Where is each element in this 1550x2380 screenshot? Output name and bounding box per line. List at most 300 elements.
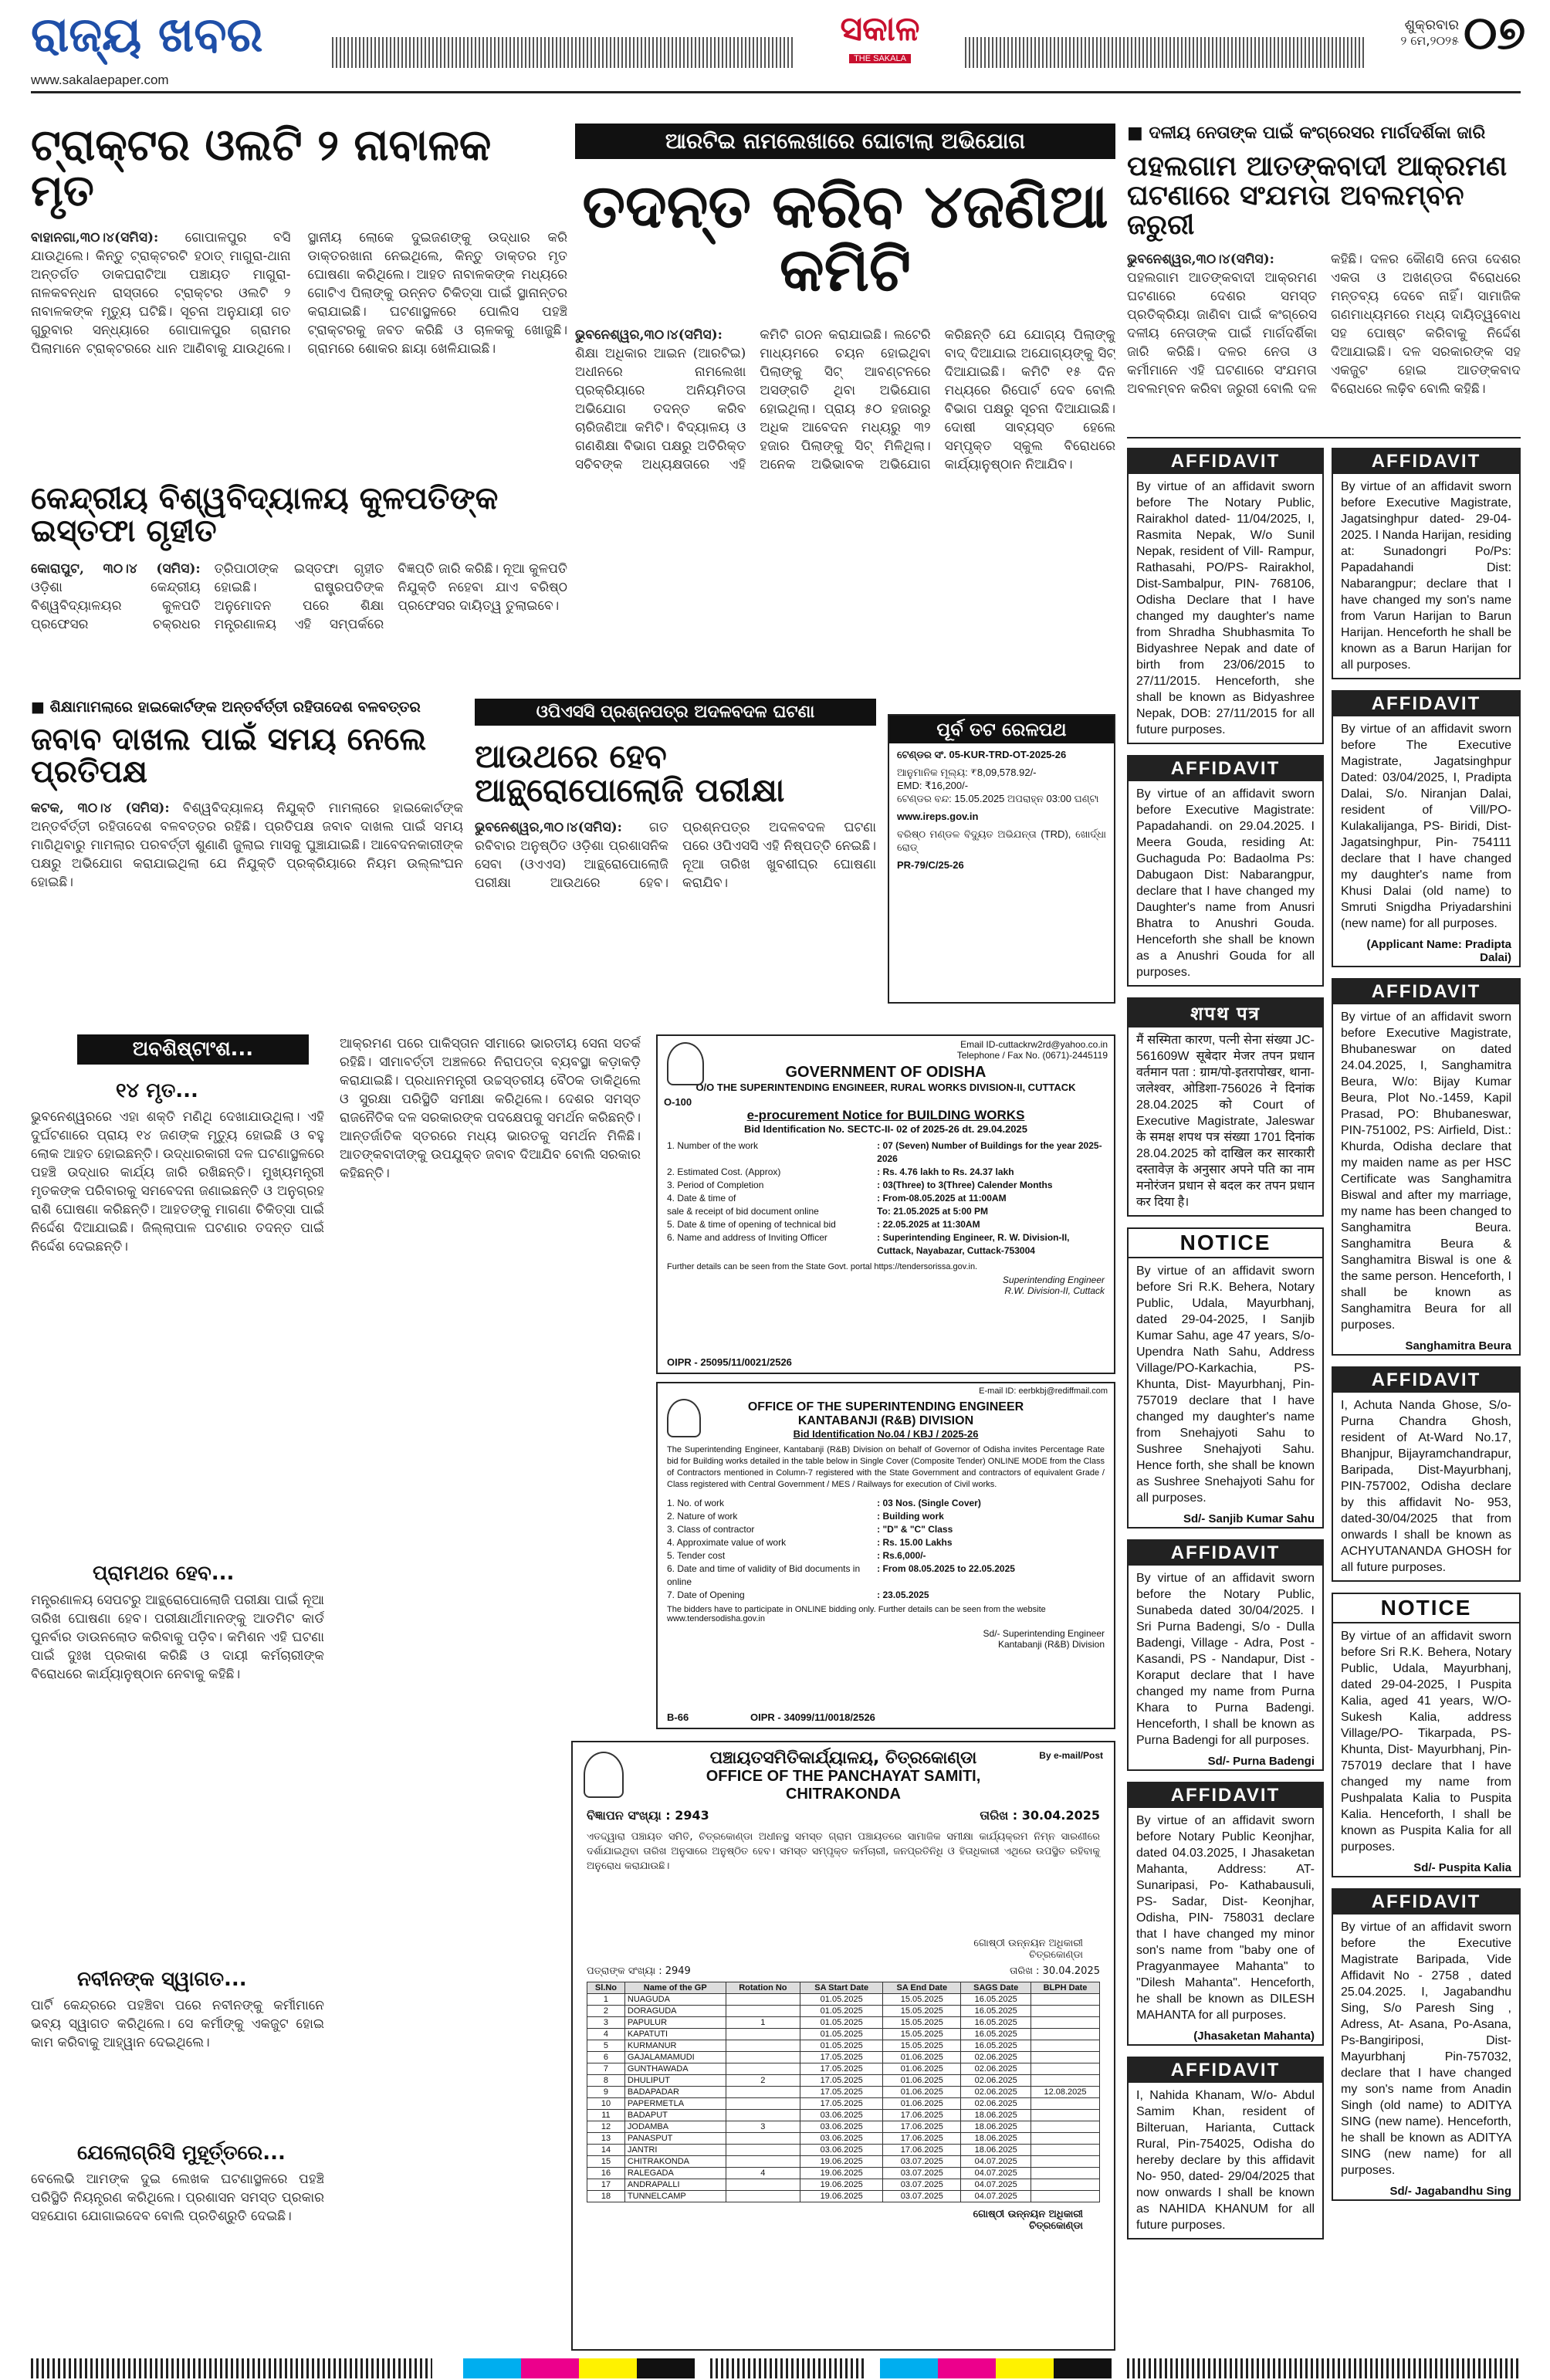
page-number: ୦୭: [1464, 6, 1526, 60]
memo-date: ତାରିଖ : 30.04.2025: [1010, 1965, 1100, 1977]
classified-title: AFFIDAVIT: [1333, 692, 1519, 716]
table-cell: 17.05.2025: [800, 2098, 883, 2110]
table-cell: JANTRI: [624, 2145, 726, 2156]
tender-rows: [658, 1135, 1114, 1262]
tender-row-value: : From 08.05.2025 to 22.05.2025: [877, 1563, 1015, 1574]
table-cell: 6: [587, 2052, 625, 2063]
table-cell: 12: [587, 2121, 625, 2133]
tender-row-value: : Building work: [877, 1511, 944, 1522]
table-cell: 17.06.2025: [883, 2121, 961, 2133]
table-row: [587, 2075, 1100, 2087]
table-cell: 02.06.2025: [961, 2052, 1031, 2063]
classified-ad: [1332, 1888, 1521, 2201]
table-cell: [1031, 2156, 1100, 2168]
table-cell: 4: [587, 2029, 625, 2040]
story-rti: [575, 124, 1115, 675]
notice-body: ଏତଦ୍ଦ୍ୱାରା ପଞ୍ଚାୟତ ସମିତି, ଚିତ୍ରକୋଣ୍ଡା ଅଧୀନସ୍ଥ ସମସ୍ତ ଗ୍ରାମ ପଞ୍ଚାୟତରେ ସାମାଜିକ ସମୀକ୍ଷା କାର୍ଯ୍ୟକ୍ରମ ନିମ୍ନ ସାରଣୀରେ ଦର୍ଶାଯାଇଥିବା ତାରିଖ ଅନୁସାରେ ଅନୁଷ୍ଠିତ ହେବ। ସମସ୍ତ ସମ୍ପୃକ୍ତ କର୍ମଚାରୀ, ଜନପ୍ରତିନିଧି ଓ ହିତାଧିକାରୀ ଏଥିରେ ଉପସ୍ଥିତ ରହିବାକୁ ଅନୁରୋଧ କରାଯାଉଛି।: [587, 1831, 1100, 1872]
tender-footer: Further details can be seen from the State Govt. portal https://tendersorissa.gov.in.: [667, 1262, 978, 1271]
table-row: [587, 2063, 1100, 2075]
classified-body: मैं सस्मिता कारण, पत्नी सेना संख्या JC-561609W सूबेदार मेजर तपन प्रधान वर्तमान पता : ग्राम/पो-इतरापोखर, थाना-जलेश्वर, ओडिशा-756026 ने दिनांक 28.04.2025 को Court of Executive Magistrate, Jaleswar के समक्ष शपथ पत्र संख्या 1701 दिनांक 28.04.2025 को दाखिल कर सारकारी दस्तावेज़ के अनुसार अपने पति का नाम मनोरंजन प्रधान से बदल कर तपन प्रधान कर दिया है।: [1136, 1034, 1315, 1209]
tender-code: O-100: [664, 1096, 692, 1108]
classified-body: By virtue of an affidavit sworn before The Executive Magistrate, Jagatsinghpur Dated: 03/04/2025, I, Pradipta Dalai, S/o. Niranjan Dalai, resident of Vill/PO-Kulakalijanga, PS- Biridi, Dist-Jagatsinghpur, Pin- 754111 declare that I have changed my daughter's name from Khusi Dalai (old name) to Smruti Snigdha Priyadarshini (new name) for all purposes.: [1341, 723, 1511, 930]
office-odia: ପଞ୍ଚାୟତସମିତିକାର୍ଯ୍ୟାଳୟ, ଚିତ୍ରକୋଣ୍ଡା: [709, 1749, 977, 1768]
classifieds-column-2: [1332, 448, 1521, 2351]
tender-intro: The Superintending Engineer, Kantabanji (R&B) Division on behalf of Governor of Odisha invites Percentage Rate bid for Building works detailed in the table below in Single Cover (Composite Tender) ONLINE MODE from the Class of Contractors mentioned in Column-7 registered with the State Government and contractors of equivalent Grade / Class registered with Central Government / MES / Railways for execution of Civil works.: [667, 1445, 1105, 1489]
header-hatch-right: [965, 37, 1366, 68]
table-cell: 18.06.2025: [961, 2145, 1031, 2156]
table-cell: 16.05.2025: [961, 2029, 1031, 2040]
tender-row-value: To: 21.05.2025 at 5:00 PM: [877, 1206, 989, 1217]
notice-sign-bottom: [573, 2204, 1114, 2236]
kicker-text: ଦଳୀୟ ନେତାଙ୍କ ପାଇଁ କଂଗ୍ରେସର ମାର୍ଗଦର୍ଶିକା ଜାରି: [1149, 124, 1486, 143]
tender-row: [667, 1536, 1105, 1549]
tender-website[interactable]: www.ireps.gov.in: [897, 811, 979, 822]
table-cell: [1031, 2006, 1100, 2017]
table-cell: 10: [587, 2098, 625, 2110]
classified-body: By virtue of an affidavit sworn before Sri R.K. Behera, Notary Public, Udala, Mayurbhanj, dated 29-04-2025, I Puspita Kalia, aged 41 years, W/O-Sukesh Kalia, address Village/PO- Tikarpada, PS-Khunta, Dist- Mayurbhanj, Pin-757019 declare that I have changed my name from Pushpalata Kalia to Puspita Kalia. Henceforth, I shall be known as Puspita Kalia for all purposes.: [1341, 1630, 1511, 1854]
table-cell: 01.06.2025: [883, 2087, 961, 2098]
classified-body: I, Achuta Nanda Ghose, S/o- Purna Chandra Ghosh, resident of At-Ward No.17, Bhanjpur, Bijayramchandrapur, Baripada, Dist-Mayurbhanj, PIN-757002, Odisha declare by this affidavit No- 953, dated-30/04/2025 that from onwards I shall be known as ACHYUTANANDA GHOSH for all future purposes.: [1341, 1399, 1511, 1574]
table-cell: 14: [587, 2145, 625, 2156]
headline: ଟ୍ରାକ୍ଟର ଓଲଟି ୨ ନାବାଳକ ମୃତ: [31, 120, 492, 216]
tender-row: [667, 1179, 1105, 1192]
continuation-body-1: ଭୁବନେଶ୍ୱରରେ ଏହା ଶକ୍ତି ମଣିଥି ଦେଖାଯାଉଥିଲା। ଏହି ଦୁର୍ଘଟଣାରେ ପ୍ରାୟ ୧୪ ଜଣଙ୍କ ମୃତ୍ୟୁ ହୋଇଛି ଓ ବହୁ ଲୋକ ଆହତ ହୋଇଛନ୍ତି। ଉଦ୍ଧାରକାରୀ ଦଳ ଘଟଣାସ୍ଥଳରେ ପହଞ୍ଚି ଉଦ୍ଧାର କାର୍ଯ୍ୟ ଜାରି ରଖିଛନ୍ତି। ମୁଖ୍ୟମନ୍ତ୍ରୀ ମୃତକଙ୍କ ପରିବାରକୁ ସମବେଦନା ଜଣାଇଛନ୍ତି ଓ ଅନୁଗ୍ରହ ରାଶି ଘୋଷଣା କରିଛନ୍ତି। ଆହତଙ୍କୁ ମାଗଣା ଚିକିତ୍ସା ପାଇଁ ନିର୍ଦ୍ଦେଶ ଦିଆଯାଇଛି। ଜିଲ୍ଲାପାଳ ଘଟଣାର ତଦନ୍ତ ପାଇଁ ନିର୍ଦ୍ଦେଶ ଦେଇଛନ୍ତି।: [31, 1109, 324, 1255]
table-cell: [1031, 2168, 1100, 2179]
continuation-body-2: ମନ୍ତ୍ରଣାଳୟ ସେପଟରୁ ଆନ୍ଥ୍ରୋପୋଲୋଜି ପରୀକ୍ଷା ପାଇଁ ନୂଆ ତାରିଖ ଘୋଷଣା ହେବ। ପରୀକ୍ଷାର୍ଥୀମାନଙ୍କୁ ଆଡମିଟ କାର୍ଡ ପୁନର୍ବାର ଡାଉନଲୋଡ କରିବାକୁ ପଡ଼ିବ। କମିଶନ ଏହି ଘଟଣା ପାଇଁ ଦୁଃଖ ପ୍ରକାଶ କରିଛି ଓ ଦାୟୀ କର୍ମଚାରୀଙ୍କ ବିରୋଧରେ କାର୍ଯ୍ୟାନୁଷ୍ଠାନ ନେବାକୁ କହିଛି।: [31, 1592, 324, 1682]
memo-meta: [573, 1962, 1114, 1980]
classified-title: AFFIDAVIT: [1129, 757, 1322, 781]
subhead-1: ୧୪ ମୃତ...: [116, 1079, 198, 1102]
sign-line-2: ଚିତ୍ରକୋଣ୍ଡା: [1029, 1949, 1083, 1961]
website-url[interactable]: www.sakalaepaper.com: [31, 73, 169, 87]
table-header-cell: Name of the GP: [624, 1982, 726, 1994]
table-cell: [726, 2087, 800, 2098]
memo-number: ପତ୍ରାଙ୍କ ସଂଖ୍ୟା : 2949: [587, 1965, 691, 1977]
sign-line-1: ଗୋଷ୍ଠୀ ଉନ୍ନୟନ ଅଧିକାରୀ: [973, 2209, 1083, 2220]
tender-sign: [658, 1271, 1114, 1299]
table-cell: [726, 2145, 800, 2156]
story-body: [475, 818, 876, 1027]
table-cell: 17.05.2025: [800, 2075, 883, 2087]
table-cell: 01.06.2025: [883, 2075, 961, 2087]
classified-title: शपथ पत्र: [1129, 999, 1322, 1027]
tender-row-label: 5. Tender cost: [667, 1550, 726, 1561]
body-text: ଗତ ରବିବାର ଅନୁଷ୍ଠିତ ଓଡ଼ିଶା ପ୍ରଶାସନିକ ସେବା (ଓଏଏସ) ଆନ୍ଥ୍ରୋପୋଲୋଜି ପରୀକ୍ଷା ଆଉଥରେ ହେବ। ପ୍ରଶ୍ନପତ୍ର ଅଦଳବଦଳ ଘଟଣା ପରେ ଓପିଏସସି ଏହି ନିଷ୍ପତ୍ତି ନେଇଛି। ନୂଆ ତାରିଖ ଖୁବଶୀଘ୍ର ଘୋଷଣା କରାଯିବ।: [475, 820, 876, 892]
table-row: [587, 2145, 1100, 2156]
tender-row: [667, 1549, 1105, 1562]
table-cell: KURMANUR: [624, 2040, 726, 2052]
tender-rows: [658, 1495, 1114, 1603]
classified-body: I, Nahida Khanam, W/o- Abdul Samim Khan, resident of Bilteruan, Harianta, Cuttack Rural, Pin-754025, Odisha do hereby declare by this affidavit No- 950, dated- 29/04/2025 that now onwards I shall be known as NAHIDA KHANUM for all future purposes.: [1136, 2089, 1315, 2232]
table-cell: [1031, 2052, 1100, 2063]
table-cell: 2: [726, 2075, 800, 2087]
date-block: [1374, 17, 1459, 49]
table-cell: 03.06.2025: [800, 2121, 883, 2133]
date-label: ୨ ମେ,୨୦୨୫: [1400, 33, 1459, 48]
table-cell: 16.05.2025: [961, 1994, 1031, 2006]
table-row: [587, 2121, 1100, 2133]
square-bullet-icon: ■: [1127, 124, 1149, 143]
table-cell: 18.06.2025: [961, 2110, 1031, 2121]
dateline: କଟକ, ୩୦।୪ (ସମିସ):: [31, 801, 170, 816]
table-cell: 01.06.2025: [883, 2052, 961, 2063]
table-cell: 01.05.2025: [800, 2006, 883, 2017]
table-cell: 16: [587, 2168, 625, 2179]
story-body: [31, 560, 567, 683]
table-cell: 12.08.2025: [1031, 2087, 1100, 2098]
classified-title: AFFIDAVIT: [1129, 1541, 1322, 1566]
table-cell: 04.07.2025: [961, 2191, 1031, 2202]
table-cell: PANASPUT: [624, 2133, 726, 2145]
sign-line-1: ଗୋଷ୍ଠୀ ଉନ୍ନୟନ ଅଧିକାରୀ: [973, 1938, 1083, 1949]
tender-row-value: : 23.05.2025: [877, 1589, 929, 1600]
day-label: ଶୁକ୍ରବାର: [1404, 17, 1459, 33]
classified-title: AFFIDAVIT: [1129, 2058, 1322, 2083]
registration-marks-left: [31, 2358, 432, 2378]
story-body: [31, 229, 567, 514]
schedule-table: [587, 1982, 1100, 2202]
tender-bid-id: Bid Identification No. SECTC-II- 02 of 2025-26 dt. 29.04.2025: [744, 1123, 1027, 1135]
classified-body: By virtue of an affidavit sworn before the Notary Public, Sunabeda dated 30/04/2025. I Sri Purna Badengi, S/o - Dulla Badengi, Village - Adra, Post - Kasandi, PS - Nandapur, Dist - Koraput declare that I have changed my name from Purna Khara to Purna Badengi. Henceforth, I shall be known as Purna Badengi for all purposes.: [1136, 1572, 1315, 1747]
classified-title: AFFIDAVIT: [1333, 1890, 1519, 1914]
continuation-col-1: [31, 1081, 324, 2355]
table-cell: 13: [587, 2133, 625, 2145]
body-text: ବିଶ୍ୱବିଦ୍ୟାଳୟ ନିଯୁକ୍ତି ମାମଲାରେ ହାଇକୋର୍ଟଙ୍କ ଅନ୍ତର୍ବର୍ତ୍ତୀ ରହିତାଦେଶ ବଳବତ୍ତର ରହିଛି। ପ୍ରତିପକ୍ଷ ଜବାବ ଦାଖଲ ପାଇଁ ସମୟ ମାଗିଥିବାରୁ ମାମଲାର ପରବର୍ତ୍ତୀ ଶୁଣାଣି ଜୁଲାଇ ମାସକୁ ଘୁଞ୍ଚାଯାଇଛି। ଆବେଦନକାରୀଙ୍କ ପକ୍ଷରୁ ଅଭିଯୋଗ କରାଯାଇଥିଲା ଯେ ନିଯୁକ୍ତି ପ୍ରକ୍ରିୟାରେ ନିୟମ ଉଲ୍ଲଂଘନ ହୋଇଛି।: [31, 801, 463, 890]
tender-row-label: 6. Date and time of validity of Bid documents in online: [667, 1563, 861, 1587]
tender-division: KANTABANJI (R&B) DIVISION: [797, 1414, 974, 1427]
tender-code: B-66: [667, 1711, 689, 1723]
table-cell: PAPERMETLA: [624, 2098, 726, 2110]
table-cell: 03.06.2025: [800, 2145, 883, 2156]
table-cell: 03.07.2025: [883, 2156, 961, 2168]
table-cell: [726, 2029, 800, 2040]
continuations-banner: ଅବଶିଷ୍ଟାଂଶ...: [77, 1034, 309, 1065]
table-cell: 18: [587, 2191, 625, 2202]
table-cell: 02.06.2025: [961, 2075, 1031, 2087]
sign-line-1: Superintending Engineer: [1002, 1275, 1105, 1285]
table-row: [587, 2179, 1100, 2191]
table-cell: [1031, 2063, 1100, 2075]
tender-line-1: ଆନୁମାନିକ ମୂଲ୍ୟ: ₹8,09,578.92/-: [897, 767, 1037, 778]
table-cell: 19.06.2025: [800, 2156, 883, 2168]
classified-ad: [1127, 997, 1324, 1217]
table-cell: 02.06.2025: [961, 2087, 1031, 2098]
table-cell: 03.07.2025: [883, 2179, 961, 2191]
tender-gov: GOVERNMENT OF ODISHA: [785, 1064, 987, 1081]
square-bullet-icon: ■: [31, 699, 50, 716]
tender-row-value: : Rs. 15.00 Lakhs: [877, 1537, 953, 1548]
masthead: [0, 0, 1550, 93]
continuation-col-2: ଆକ୍ରମଣ ପରେ ପାକିସ୍ତାନ ସୀମାରେ ଭାରତୀୟ ସେନା ସତର୍କ ରହିଛି। ସୀମାବର୍ତ୍ତୀ ଅଞ୍ଚଳରେ ନିରାପତ୍ତା ବ୍ୟବସ୍ଥା କଡ଼ାକଡ଼ି କରାଯାଇଛି। ପ୍ରଧାନମନ୍ତ୍ରୀ ଉଚ୍ଚସ୍ତରୀୟ ବୈଠକ ଡାକିଥିଲେ ଓ ସୁରକ୍ଷା ପରିସ୍ଥିତି ସମୀକ୍ଷା କରିଥିଲେ। ଦେଶର ସମସ୍ତ ରାଜନୈତିକ ଦଳ ସରକାରଙ୍କ ପଦକ୍ଷେପକୁ ସମର୍ଥନ କରିଛନ୍ତି। ଆନ୍ତର୍ଜାତିକ ସ୍ତରରେ ମଧ୍ୟ ଭାରତକୁ ସମର୍ଥନ ମିଳିଛି। ଆତଙ୍କବାଦୀଙ୍କୁ ଉପଯୁକ୍ତ ଜବାବ ଦିଆଯିବ ବୋଲି ସରକାର କହିଛନ୍ତି।: [340, 1036, 641, 1181]
tender-row: [667, 1589, 1105, 1602]
tender-row: [667, 1510, 1105, 1523]
continuations: [31, 1034, 648, 2362]
table-cell: ANDRAPALLI: [624, 2179, 726, 2191]
classified-ad: [1127, 1539, 1324, 1771]
classified-ad: [1127, 448, 1324, 744]
classifieds-column-1: [1127, 448, 1324, 2351]
table-cell: 03.07.2025: [883, 2168, 961, 2179]
story-body: [31, 799, 463, 1023]
notice-date: ତାରିଖ : 30.04.2025: [980, 1808, 1100, 1823]
subhead-3: ନବୀନଙ୍କ ସ୍ୱାଗତ...: [77, 1967, 247, 1991]
table-body: [587, 1994, 1100, 2202]
table-cell: 01.06.2025: [883, 2098, 961, 2110]
table-cell: 04.07.2025: [961, 2168, 1031, 2179]
table-row: [587, 2098, 1100, 2110]
table-cell: [726, 2191, 800, 2202]
table-header-row: [587, 1982, 1100, 1994]
table-cell: GAJALAMAMUDI: [624, 2052, 726, 2063]
table-cell: 02.06.2025: [961, 2063, 1031, 2075]
body-text: ଶିକ୍ଷା ଅଧିକାର ଆଇନ (ଆରଟିଇ) ଅଧୀନରେ ନାମଲେଖା ପ୍ରକ୍ରିୟାରେ ଅନିୟମିତତା ଅଭିଯୋଗ ତଦନ୍ତ କରିବ ଚାରିଜଣିଆ କମିଟି। ବିଦ୍ୟାଳୟ ଓ ଗଣଶିକ୍ଷା ବିଭାଗ ପକ୍ଷରୁ ଅତିରିକ୍ତ ସଚିବଙ୍କ ଅଧ୍ୟକ୍ଷତାରେ ଏହି କମିଟି ଗଠନ କରାଯାଇଛି। ଲଟେରି ମାଧ୍ୟମରେ ଚୟନ ହୋଇଥିବା ପିଲାଙ୍କୁ ସିଟ୍ ଆବଣ୍ଟନରେ ଅସଙ୍ଗତି ଥିବା ଅଭିଯୋଗ ହୋଇଥିଲା। ପ୍ରାୟ ୫୦ ହଜାରରୁ ଅଧିକ ଆବେଦନ ମଧ୍ୟରୁ ୩୨ ହଜାର ପିଲାଙ୍କୁ ସିଟ୍ ମିଳିଥିଲା। ଅନେକ ଅଭିଭାବକ ଅଭିଯୋଗ କରିଛନ୍ତି ଯେ ଯୋଗ୍ୟ ପିଲାଙ୍କୁ ବାଦ୍ ଦିଆଯାଇ ଅଯୋଗ୍ୟଙ୍କୁ ସିଟ୍ ଦିଆଯାଇଛି। କମିଟି ୧୫ ଦିନ ମଧ୍ୟରେ ରିପୋର୍ଟ ଦେବ ବୋଲି ବିଭାଗ ପକ୍ଷରୁ ସୂଚନା ଦିଆଯାଇଛି। ଦୋଷୀ ସାବ୍ୟସ୍ତ ହେଲେ ସମ୍ପୃକ୍ତ ସ୍କୁଲ ବିରୋଧରେ କାର୍ଯ୍ୟାନୁଷ୍ଠାନ ନିଆଯିବ।: [575, 327, 1115, 472]
table-cell: 04.07.2025: [961, 2156, 1031, 2168]
table-header-cell: Sl.No: [587, 1982, 625, 1994]
table-row: [587, 2017, 1100, 2029]
continuation-body-4: ବେଲେଭି ଆମଙ୍କ ଦୁଇ ଲେଖକ ଘଟଣାସ୍ଥଳରେ ପହଞ୍ଚି ପରିସ୍ଥିତି ନିୟନ୍ତ୍ରଣ କରିଥିଲେ। ପ୍ରଶାସନ ସମସ୍ତ ପ୍ରକାର ସହଯୋଗ ଯୋଗାଇଦେବ ବୋଲି ପ୍ରତିଶ୍ରୁତି ଦେଇଛି।: [31, 2172, 324, 2225]
notice-meta: [573, 1803, 1114, 1828]
print-registration-bar: [0, 2358, 1550, 2380]
table-cell: BADAPUT: [624, 2110, 726, 2121]
table-cell: [1031, 1994, 1100, 2006]
tender-row-label: 3. Period of Completion: [667, 1180, 764, 1190]
table-header-cell: Rotation No: [726, 1982, 800, 1994]
story-body: [575, 326, 1115, 727]
body-text: ଗୋପାଳପୁର ବସି ଯାଉଥିଲେ। କିନ୍ତୁ ଟ୍ରାକ୍ଟରଟି ହଠାତ୍ ମାଗୁରା-ଥାନା ଅନ୍ତର୍ଗତ ଡାକଘରାଟିଆ ପଞ୍ଚାୟତ ମାଗୁରା-ନାଳକବନ୍ଧନ ରାସ୍ତାରେ ଟ୍ରାକ୍ଟର ଓଲଟି ୨ ନାବାଳକଙ୍କ ମୃତ୍ୟୁ ଘଟିଛି। ସୂଚନା ଅନୁଯାୟୀ ଗତ ଗୁରୁବାର ସନ୍ଧ୍ୟାରେ ଗୋପାଳପୁର ଗ୍ରାମର ପିଲାମାନେ ଟ୍ରାକ୍ଟରରେ ଧାନ ଆଣିବାକୁ ଯାଉଥିଲେ। ସ୍ଥାନୀୟ ଲୋକେ ଦୁଇଜଣଙ୍କୁ ଉଦ୍ଧାର କରି ଡାକ୍ତରଖାନା ନେଇଥିଲେ, କିନ୍ତୁ ଡାକ୍ତର ମୃତ ଘୋଷଣା କରିଥିଲେ। ଆହତ ନାବାଳକଙ୍କ ମଧ୍ୟରେ ଗୋଟିଏ ପିଲାଙ୍କୁ ଉନ୍ନତ ଚିକିତ୍ସା ପାଇଁ ସ୍ଥାନାନ୍ତର କରାଯାଇଛି। ଘଟଣାସ୍ଥଳରେ ପୋଲିସ ପହଞ୍ଚି ଟ୍ରାକ୍ଟରକୁ ଜବତ କରିଛି ଓ ଚାଳକକୁ ଖୋଜୁଛି। ଗ୍ରାମରେ ଶୋକର ଛାୟା ଖେଳିଯାଇଛି।: [31, 229, 567, 357]
section-title: ରାଜ୍ୟ ଖବର: [31, 6, 263, 63]
table-cell: KAPATUTI: [624, 2029, 726, 2040]
table-cell: [726, 2098, 800, 2110]
headline: କେନ୍ଦ୍ରୀୟ ବିଶ୍ୱବିଦ୍ୟାଳୟ କୁଳପତିଙ୍କ ଇସ୍ତଫା ଗୃହୀତ: [31, 481, 499, 549]
table-cell: GUNTHAWADA: [624, 2063, 726, 2075]
subhead-4: ଯେଲୋଗ୍ରିସି ମୁହୂର୍ତ୍ତରେ...: [77, 2141, 286, 2165]
table-cell: 03.07.2025: [883, 2191, 961, 2202]
kicker-text: ଶିକ୍ଷାମାମଲାରେ ହାଇକୋର୍ଟଙ୍କ ଅନ୍ତର୍ବର୍ତ୍ତୀ ରହିତାଦେଶ ବଳବତ୍ତର: [49, 699, 421, 716]
classified-ad: [1332, 448, 1521, 679]
notice-sign-top: [573, 1936, 1114, 1962]
tender-row-label: 2. Nature of work: [667, 1511, 738, 1522]
tender-row-value: : 03 Nos. (Single Cover): [877, 1498, 981, 1508]
table-cell: 15.05.2025: [883, 2017, 961, 2029]
story-anthropology: [475, 699, 876, 1015]
registration-marks-right: [1127, 2358, 1521, 2378]
table-cell: [726, 2156, 800, 2168]
table-cell: [1031, 2145, 1100, 2156]
classified-signature: Sd/- Sanjib Kumar Sahu: [1183, 1512, 1315, 1525]
table-cell: 16.05.2025: [961, 2017, 1031, 2029]
table-cell: 01.05.2025: [800, 1994, 883, 2006]
body-text: ଓଡ଼ିଶା କେନ୍ଦ୍ରୀୟ ବିଶ୍ୱବିଦ୍ୟାଳୟର କୁଳପତି ପ୍ରଫେସର ଚକ୍ରଧର ତ୍ରିପାଠୀଙ୍କ ଇସ୍ତଫା ଗୃହୀତ ହୋଇଛି। ରାଷ୍ଟ୍ରପତିଙ୍କ ଅନୁମୋଦନ ପରେ ଶିକ୍ଷା ମନ୍ତ୍ରଣାଳୟ ଏହି ସମ୍ପର୍କରେ ବିଜ୍ଞପ୍ତି ଜାରି କରିଛି। ନୂଆ କୁଳପତି ନିଯୁକ୍ତି ନହେବା ଯାଏ ବରିଷ୍ଠ ପ୍ରଫେସର ଦାୟିତ୍ୱ ତୁଲାଇବେ।: [31, 561, 567, 632]
tender-row: [667, 1192, 1105, 1205]
table-cell: 19.06.2025: [800, 2168, 883, 2179]
headline: ତଦନ୍ତ କରିବ ୪ଜଣିଆ କମିଟି: [582, 172, 1108, 305]
notice-number: ବିଜ୍ଞାପନ ସଂଖ୍ୟା : 2943: [587, 1808, 709, 1823]
tender-footer: The bidders have to participate in ONLINE bidding only. Further details can be seen from the website www.tendersodisha.gov.in: [667, 1605, 1046, 1623]
table-cell: 01.05.2025: [800, 2029, 883, 2040]
classified-signature: Sd/- Puspita Kalia: [1413, 1861, 1511, 1874]
headline: ଆଉଥରେ ହେବ ଆନ୍ଥ୍ରୋପୋଲୋଜି ପରୀକ୍ଷା: [475, 737, 785, 810]
classified-title: AFFIDAVIT: [1333, 449, 1519, 474]
table-row: [587, 1994, 1100, 2006]
story-cuk: [31, 482, 567, 675]
tender-row-label: 1. Number of the work: [667, 1140, 759, 1151]
story-body: [1127, 250, 1521, 428]
story-opposition: [31, 699, 463, 1015]
kicker: ଆରଟିଇ ନାମଲେଖାରେ ଘୋଟାଲା ଅଭିଯୋଗ: [575, 124, 1115, 159]
tender-body: [889, 743, 1114, 876]
table-cell: 5: [587, 2040, 625, 2052]
classified-title: AFFIDAVIT: [1129, 449, 1322, 474]
dateline: ଭୁବନେଶ୍ୱର,୩୦।୪(ସମିସ):: [575, 327, 723, 343]
table-row: [587, 2087, 1100, 2098]
table-cell: [1031, 2098, 1100, 2110]
classified-signature: (Jhasaketan Mahanta): [1193, 2030, 1315, 2043]
table-cell: 17.05.2025: [800, 2052, 883, 2063]
table-cell: [726, 2063, 800, 2075]
classified-title: NOTICE: [1333, 1594, 1519, 1623]
headline: ପହଲଗାମ ଆତଙ୍କବାଦୀ ଆକ୍ରମଣ ଘଟଣାରେ ସଂଯମତା ଅବଲମ୍ବନ ଜରୁରୀ: [1127, 151, 1508, 241]
tender-row-label: 7. Date of Opening: [667, 1589, 745, 1600]
classified-ad: [1332, 690, 1521, 967]
table-row: [587, 2029, 1100, 2040]
tender-row-label: 6. Name and address of Inviting Officer: [667, 1232, 827, 1243]
tender-row-value: : Rs.6,000/-: [877, 1550, 926, 1561]
tender-row-value: : 22.05.2025 at 11:30AM: [877, 1219, 980, 1230]
table-cell: 2: [587, 2006, 625, 2017]
office-en: OFFICE OF THE PANCHAYAT SAMITI,: [706, 1768, 981, 1785]
table-cell: [1031, 2017, 1100, 2029]
classified-signature: (Applicant Name: Pradipta Dalai): [1366, 938, 1511, 964]
table-cell: 9: [587, 2087, 625, 2098]
table-cell: NUAGUDA: [624, 1994, 726, 2006]
table-cell: 15.05.2025: [883, 2040, 961, 2052]
registration-marks-mid: [710, 2358, 865, 2378]
tender-row: [667, 1139, 1105, 1166]
panchayat-notice: [571, 1741, 1115, 2351]
table-cell: 17.06.2025: [883, 2133, 961, 2145]
classified-title: AFFIDAVIT: [1333, 980, 1519, 1004]
sign-line-1: Sd/- Superintending Engineer: [983, 1628, 1105, 1639]
classified-ad: [1127, 2057, 1324, 2240]
table-cell: DORAGUDA: [624, 2006, 726, 2017]
subhead-2: ପ୍ରାମଥର ହେବ...: [93, 1562, 235, 1586]
tender-ref: PR-79/C/25-26: [897, 859, 964, 871]
tender-line-2: EMD: ₹16,200/-: [897, 780, 969, 791]
tender-email: Email ID-cuttackrw2rd@yahoo.co.in: [960, 1039, 1108, 1050]
tender-row: [667, 1218, 1105, 1231]
table-row: [587, 2156, 1100, 2168]
classified-signature: Sd/- Purna Badengi: [1207, 1755, 1315, 1768]
table-cell: 3: [587, 2017, 625, 2029]
table-cell: 3: [726, 2121, 800, 2133]
table-cell: 04.07.2025: [961, 2179, 1031, 2191]
classified-title: AFFIDAVIT: [1129, 1783, 1322, 1808]
tender-title: ପୂର୍ବ ତଟ ରେଳପଥ: [889, 716, 1114, 743]
table-header-cell: SAGS Date: [961, 1982, 1031, 1994]
table-cell: BADAPADAR: [624, 2087, 726, 2098]
table-cell: [1031, 2179, 1100, 2191]
classified-signature: Sanghamitra Beura: [1405, 1339, 1511, 1353]
table-row: [587, 2110, 1100, 2121]
table-cell: [726, 2040, 800, 2052]
tender-sign: [658, 1625, 1114, 1653]
table-row: [587, 2052, 1100, 2063]
table-header-cell: SA Start Date: [800, 1982, 883, 1994]
tender-rural-works: [656, 1034, 1115, 1374]
table-cell: 19.06.2025: [800, 2191, 883, 2202]
classified-body: By virtue of an affidavit sworn before The Notary Public, Rairakhol dated- 11/04/2025, I, Rasmita Nepak, W/o Sunil Nepak, resident of Vill- Rampur, Rathasahi, PO/PS- Rairakhol, Dist-Sambalpur, PIN- 768106, Odisha Declare that I have changed my daughter's name from Shradha Shubhasmita To Bidyashree Nepak and date of birth from 23/06/2015 to 27/11/2015. Henceforth, she shall be known as Bidyashree Nepak, DOB: 27/11/2015 for all future purposes.: [1136, 480, 1315, 736]
table-cell: 17.05.2025: [800, 2087, 883, 2098]
tender-row: [667, 1562, 1105, 1589]
tender-row: [667, 1523, 1105, 1536]
dateline: ବାହାନଗା,୩୦।୪(ସମିସ):: [31, 229, 159, 245]
classified-body: By virtue of an affidavit sworn before the Executive Magistrate Baripada, Vide Affidavit No - 2758 , dated 25.04.2025. I, Jagabandhu Sing, S/o Paresh Sing , Adress, At- Asana, Po-Asana, Ps-Bangiriposi, Dist-Mayurbhanj Pin-757032, declare that I have changed my son's name from Anadin Singh (old name) to ADITYA SING (new name). Henceforth, he shall be known as ADITYA SING (new name) for all purposes.: [1341, 1921, 1511, 2177]
classified-body: By virtue of an affidavit sworn before Notary Public Keonjhar, dated 04.03.2025, I Jhasaketan Mahanta, Address: AT-Sunaripasi, Po- Kathabausuli, PS- Sadar, Dist- Keonjhar, Odisha, PIN- 758031 declare that I have changed my minor son's name from "baby one of Pragyanmayee Mahanta" to "Dilesh Mahanta". Henceforth, he shall be known as DILESH MAHANTA for all purposes.: [1136, 1814, 1315, 2022]
table-row: [587, 2133, 1100, 2145]
table-cell: 8: [587, 2075, 625, 2087]
table-cell: 4: [726, 2168, 800, 2179]
office-place: CHITRAKONDA: [786, 1786, 901, 1803]
sign-line-2: R.W. Division-II, Cuttack: [1004, 1285, 1105, 1296]
classified-ad: [1332, 978, 1521, 1356]
table-cell: TUNNELCAMP: [624, 2191, 726, 2202]
tender-row-label: 1. No. of work: [667, 1498, 725, 1508]
tender-bid-id: Bid Identification No.04 / KBJ / 2025-26: [793, 1428, 979, 1440]
table-cell: 02.06.2025: [961, 2098, 1031, 2110]
table-header-cell: BLPH Date: [1031, 1982, 1100, 1994]
tender-email: E-mail ID: eerbkbj@rediffmail.com: [979, 1386, 1108, 1396]
story-pahalgam: [1127, 124, 1521, 436]
table-cell: [726, 1994, 800, 2006]
table-row: [587, 2040, 1100, 2052]
tender-row-value: : Superintending Engineer, R. W. Division-II, Cuttack, Nayabazar, Cuttack-753004: [877, 1232, 1070, 1256]
tender-row-value: : From-08.05.2025 at 11:00AM: [877, 1193, 1007, 1204]
table-cell: 01.06.2025: [883, 2063, 961, 2075]
tender-row-label: 3. Class of contractor: [667, 1524, 755, 1535]
table-cell: [726, 2133, 800, 2145]
kicker: ଓପିଏସସି ପ୍ରଶ୍ନପତ୍ର ଅଦଳବଦଳ ଘଟଣା: [475, 699, 876, 726]
classified-body: By virtue of an affidavit sworn before Executive Magistrate, Jagatsinghpur dated- 29-04-2025. I Nanda Harijan, residing at: Sunadongri Po/Ps: Papadahandi Dist: Nabarangpur; declare that I have changed my son's name from Varun Harijan to Barun Harijan. Henceforth he shall be known as a Barun Harijan for all purposes.: [1341, 480, 1511, 672]
table-cell: [1031, 2029, 1100, 2040]
table-cell: [726, 2006, 800, 2017]
classified-body: By virtue of an affidavit sworn before Executive Magistrate, Bhubaneswar on dated 24.04.2025, I, Sanghamitra Beura, W/o: Bijay Kumar Beura, Plot No.-1459, Kapil Prasad, PO: Bhubaneswar, PIN-751002, PS: Airfield, Dist.: Khurda, Odisha declare that my maiden name as per HSC Certificate was Sanghamitra Biswal and after my marriage, my name has been changed to Sanghamitra Beura. Sanghamitra Beura & Sanghamitra Biswal is one & the same person. Henceforth, I shall be known as Sanghamitra Beura for all purposes.: [1341, 1011, 1511, 1332]
classified-title: AFFIDAVIT: [1333, 1368, 1519, 1393]
tender-east-coast: [888, 714, 1115, 1004]
table-cell: 01.05.2025: [800, 2040, 883, 2052]
tender-line-3: ଟେଣ୍ଡର ବନ୍ଦ: 15.05.2025 ଅପରାହ୍ନ 03:00 ଘଣ୍ଟା: [897, 793, 1099, 804]
table-cell: 03.06.2025: [800, 2133, 883, 2145]
brand-logo: [803, 9, 957, 63]
table-cell: [1031, 2040, 1100, 2052]
table-cell: 17.06.2025: [883, 2110, 961, 2121]
story-tractor: [31, 120, 567, 479]
table-cell: CHITRAKONDA: [624, 2156, 726, 2168]
tender-row-label: 5. Date & time of opening of technical bid: [667, 1219, 836, 1230]
table-cell: 7: [587, 2063, 625, 2075]
tender-notice-title: e-procurement Notice for BUILDING WORKS: [746, 1108, 1025, 1122]
classified-signature: Sd/- Jagabandhu Sing: [1389, 2185, 1511, 2198]
kicker: [1127, 124, 1521, 143]
table-cell: 18.06.2025: [961, 2133, 1031, 2145]
table-cell: 15: [587, 2156, 625, 2168]
table-row: [587, 2006, 1100, 2017]
tender-row: [667, 1166, 1105, 1179]
tender-office: O/O THE SUPERINTENDING ENGINEER, RURAL WORKS DIVISION-II, CUTTACK: [695, 1082, 1076, 1093]
table-cell: DHULIPUT: [624, 2075, 726, 2087]
table-cell: [1031, 2110, 1100, 2121]
sign-line-2: Kantabanji (R&B) Division: [997, 1639, 1105, 1650]
table-row: [587, 2191, 1100, 2202]
